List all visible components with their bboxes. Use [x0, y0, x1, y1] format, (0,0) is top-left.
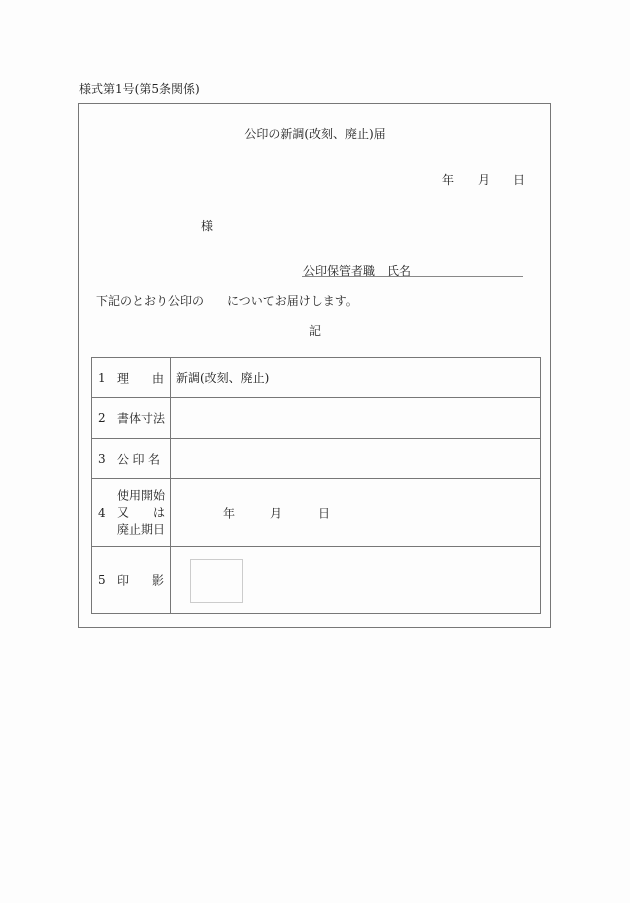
notice-text-after: についてお届けします。: [227, 294, 358, 308]
label-char: 寸: [141, 411, 154, 426]
label-char: 期: [141, 522, 154, 536]
addressee-suffix: 様: [201, 219, 214, 233]
date-value-cell[interactable]: [171, 479, 541, 547]
row-label: [117, 487, 165, 538]
notice-text-before: 下記のとおり公印の: [96, 294, 205, 308]
label-char: 理: [117, 371, 130, 385]
seal-impression-box[interactable]: [190, 559, 243, 603]
seal-name-value[interactable]: [171, 439, 541, 479]
label-cell: [92, 398, 171, 439]
label-char: 印: [132, 452, 145, 466]
label-char: 止: [129, 522, 142, 536]
form-number-label: 様式第1号(第5条関係): [79, 82, 200, 96]
row-number: 1: [98, 370, 106, 385]
label-char: 名: [147, 452, 160, 466]
font-size-value[interactable]: [171, 398, 541, 439]
label-char: 法: [153, 411, 166, 426]
date-month-label: 月: [478, 173, 491, 187]
row-label: [117, 450, 160, 467]
table-row-reason: [92, 358, 541, 398]
label-char: 影: [151, 573, 164, 588]
label-char: 開: [141, 488, 154, 502]
start-end-year-label: 年: [223, 506, 236, 520]
label-char: 由: [151, 371, 164, 385]
custodian-signature-line: [302, 276, 523, 277]
label-char: 又: [117, 505, 130, 519]
label-cell: [92, 479, 171, 547]
label-cell: [92, 439, 171, 479]
label-char: 始: [153, 488, 166, 502]
reason-value[interactable]: 新調(改刻、廃止): [171, 358, 541, 398]
table-row-seal-impression: [92, 547, 541, 614]
seal-impression-cell: [171, 547, 541, 614]
table-row-date: [92, 479, 541, 547]
row-label: [117, 369, 164, 386]
form-title-text: 公印の新調(改刻、廃止)届: [244, 127, 386, 141]
row-label: [117, 572, 164, 589]
row-number: 3: [98, 451, 106, 466]
label-char: 用: [129, 488, 142, 502]
start-end-month-label: 月: [270, 506, 283, 520]
label-char: 公: [117, 452, 130, 466]
label-char: 使: [117, 488, 130, 502]
label-char: 体: [129, 411, 142, 426]
ki-heading: 記: [309, 324, 322, 338]
row-label: [117, 410, 164, 427]
label-char: 廃: [117, 522, 130, 536]
label-cell: [92, 547, 171, 614]
label-cell: [92, 358, 171, 398]
form-title: [0, 125, 630, 142]
start-end-day-label: 日: [318, 506, 331, 520]
label-char: 書: [117, 411, 130, 426]
row-number: 4: [98, 505, 106, 520]
row-number: 5: [98, 573, 106, 587]
date-year-label: 年: [442, 173, 455, 187]
label-char: 印: [117, 573, 130, 588]
table-row-font-size: [92, 398, 541, 439]
details-table: [91, 357, 541, 614]
table-row-seal-name: [92, 439, 541, 479]
label-char: は: [152, 505, 165, 519]
custodian-label: 公印保管者職 氏名: [303, 264, 412, 278]
date-day-label: 日: [513, 173, 526, 187]
label-char: 日: [153, 522, 166, 536]
row-number: 2: [98, 411, 106, 425]
